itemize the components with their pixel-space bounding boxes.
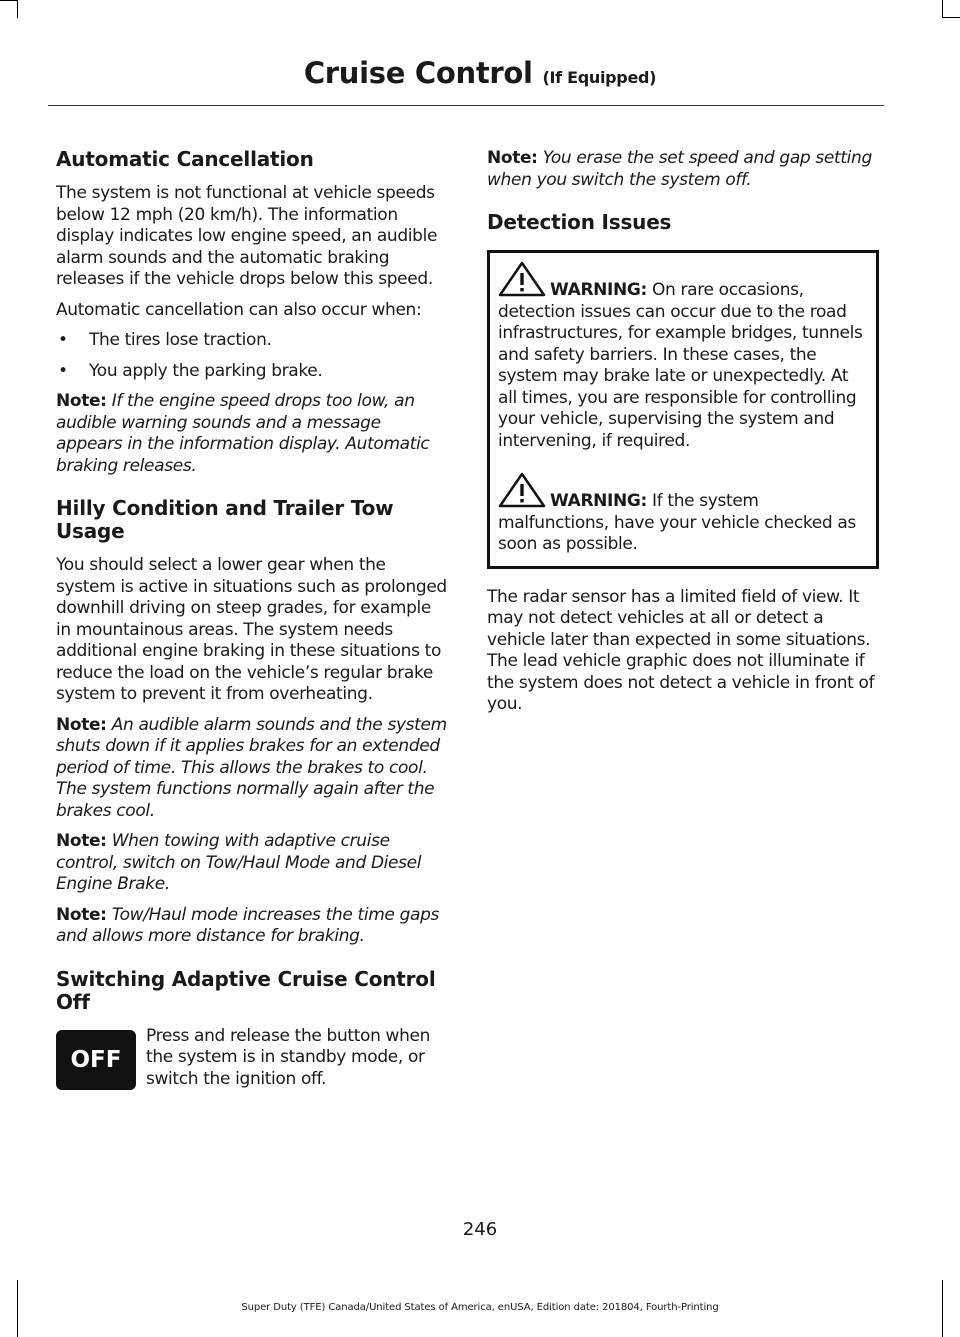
warning-paragraph [498,261,869,452]
warning-item [498,261,869,452]
note [56,905,448,948]
warning-text: If the system malfunctions, have your vehicle checked as soon as possible. [498,491,856,554]
note-text: An audible alarm sounds and the system shuts down if it applies brakes for an extended period of time. This allows the brakes to cool. The system functions normally again after the brakes cool. [56,714,447,821]
chapter-subtitle: (If Equipped) [542,68,657,87]
note-label: Note: [56,714,107,735]
note-text: If the engine speed drops too low, an audible warning sounds and a message appears in the information display. Automatic braking releases. [56,391,430,476]
crop-mark [942,17,960,18]
crop-mark [942,0,943,18]
crop-mark [17,0,18,18]
note-text: When towing with adaptive cruise control, switch on Tow/Haul Mode and Diesel Engine Brake. [56,831,422,894]
list-item: • You apply the parking brake. [56,361,448,383]
note [56,391,448,477]
note-label: Note: [56,831,107,851]
header-divider [48,105,884,106]
note [56,715,448,823]
note [56,831,448,896]
note [487,148,879,191]
chapter-title: Cruise Control [303,56,533,90]
warning-triangle-icon [498,472,546,508]
section-heading-hilly-condition: Hilly Condition and Trailer Tow Usage [56,496,394,543]
warning-item [498,472,869,556]
paragraph: You should select a lower gear when the system is active in situations such as prolonged downhill driving on steep grades, for example in mountainous areas. The system needs additional engine braking in these situations to reduce the load on the vehicle’s regular brake system to prevent it from overheating. [56,555,447,704]
section-heading-detection-issues: Detection Issues [487,210,672,234]
warning-paragraph [498,472,869,556]
off-button-icon: OFF [56,1030,136,1090]
warning-label: WARNING: [550,280,647,300]
note-label: Note: [56,904,107,925]
warning-text: On rare occasions, detection issues can occur due to the road infrastructures, for example bridges, tunnels and safety barriers. In these cases, the system may brake late or unexpectedly. At all times, you are responsible for controlling your vehicle, supervising the system and intervening, if required. [498,280,863,451]
note-text: You erase the set speed and gap setting when you switch the system off. [487,148,872,190]
paragraph: The radar sensor has a limited field of view. It may not detect vehicles at all or detect a vehicle later than expected in some situations. The lead vehicle graphic does not illuminate if the system does not detect a vehicle in front of you. [487,586,875,714]
list-item: • The tires lose traction. [56,330,448,352]
note-label: Note: [487,148,538,168]
right-column [487,148,879,725]
note-text: Tow/Haul mode increases the time gaps and allows more distance for braking. [56,904,440,946]
section-heading-switching-off: Switching Adaptive Cruise Control Off [56,966,436,1014]
bullet-list [56,330,448,382]
note-label: Note: [56,391,107,411]
page-title [0,56,960,90]
footer-text: Super Duty (TFE) Canada/United States of America, enUSA, Edition date: 201804, Fourth-Printing [241,1302,719,1313]
paragraph: Automatic cancellation can also occur when: [56,299,422,320]
off-instruction [56,1026,448,1096]
section-heading-automatic-cancellation: Automatic Cancellation [56,147,314,171]
warning-triangle-icon [498,261,546,297]
page-number: 246 [462,1219,498,1240]
warning-box [487,250,879,569]
paragraph: The system is not functional at vehicle speeds below 12 mph (20 km/h). The information display indicates low engine speed, an audible alarm sounds and the automatic braking releases if the vehicle drops below this speed. [56,183,438,289]
crop-mark [0,0,18,1]
paragraph: Press and release the button when the system is in standby mode, or switch the ignition off. [146,1025,431,1089]
warning-label: WARNING: [550,491,647,511]
left-column [56,148,448,1096]
